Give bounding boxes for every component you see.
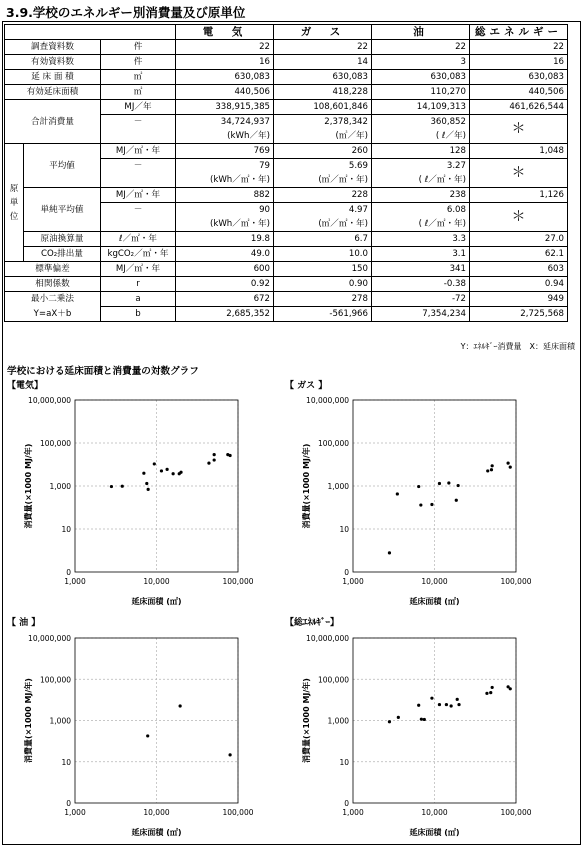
cell: ＊ [470,203,568,232]
row-label: 有効延床面積 [5,85,101,100]
data-point [146,734,149,737]
unit-note: (㎥／㎡・年) [274,173,372,188]
data-point [486,469,489,472]
cell: 440,506 [470,85,568,100]
y-tick-label: 10 [339,757,349,767]
row-unit-blank [101,129,176,144]
y-axis-label: 消費量(×1000 MJ/年) [24,678,33,763]
cell: 2,725,568 [470,307,568,322]
table-row [5,232,568,247]
row-unit: MJ／㎡・年 [101,262,176,277]
row-unit-blank [101,173,176,188]
row-label: 平均値 [24,144,101,188]
row-unit: MJ／㎡・年 [101,188,176,203]
data-point [147,488,150,491]
y-tick-label: 0 [66,799,71,808]
unit-note: (kWh／㎡・年) [176,217,274,232]
row-label: 延 床 面 積 [5,70,101,85]
cell: 461,626,544 [470,100,568,115]
cell: 10.0 [274,247,372,262]
data-point [179,704,182,707]
data-point [456,698,459,701]
row-label: 有効資料数 [5,55,101,70]
x-tick-label: 100,000 [222,577,254,586]
cell: 49.0 [176,247,274,262]
cell: 603 [470,262,568,277]
cell: 16 [176,55,274,70]
cell: 2,685,352 [176,307,274,322]
row-unit: － [101,159,176,174]
cell: 3.1 [372,247,470,262]
cell: 108,601,846 [274,100,372,115]
row-unit: ㎡ [101,70,176,85]
data-point [490,468,493,471]
cell: 260 [274,144,372,159]
cell: 769 [176,144,274,159]
x-tick-label: 10,000 [421,577,448,586]
y-tick-label: 10 [61,757,71,767]
header-electricity: 電 気 [176,25,274,40]
cell: 630,083 [372,70,470,85]
cell: 110,270 [372,85,470,100]
cell: 79 [176,159,274,174]
y-tick-label: 10,000,000 [306,634,349,643]
y-tick-label: 0 [344,799,349,808]
data-point [153,462,156,465]
cell: 90 [176,203,274,218]
data-point [417,704,420,707]
cell: 22 [274,40,372,55]
cell: 6.08 [372,203,470,218]
data-point [145,482,148,485]
data-point [417,485,420,488]
y-tick-label: 10,000,000 [28,634,71,643]
table-row [5,292,568,307]
data-point [213,458,216,461]
x-tick-label: 100,000 [500,808,532,817]
scatter-chart-gas [278,392,570,614]
cell: 16 [470,55,568,70]
x-tick-label: 1,000 [64,808,86,817]
table-row [5,307,568,322]
table-row [5,188,568,203]
y-tick-label: 10,000,000 [306,396,349,405]
cell: 0.90 [274,277,372,292]
y-tick-label: 10 [61,525,71,534]
data-point [229,454,232,457]
data-point [423,718,426,721]
data-point [450,704,453,707]
x-axis-label: 延床面積 (㎡) [409,828,460,837]
data-point [491,686,494,689]
y-axis-label: 消費量(×1000 MJ/年) [302,678,311,763]
data-point [207,462,210,465]
cell: 22 [470,40,568,55]
x-tick-label: 10,000 [143,577,170,586]
data-point [438,482,441,485]
x-axis-label: 延床面積 (㎡) [409,597,460,606]
table-row [5,85,568,100]
cell: 34,724,937 [176,115,274,130]
cell: 630,083 [176,70,274,85]
data-point [430,697,433,700]
row-label: 合計消費量 [5,100,101,144]
cell: 2,378,342 [274,115,372,130]
x-tick-label: 100,000 [500,577,532,586]
cell: 338,915,385 [176,100,274,115]
data-point [491,464,494,467]
unit-note: ( ℓ／㎡・年) [372,217,470,232]
data-point [396,492,399,495]
table-row [5,277,568,292]
row-unit: 件 [101,55,176,70]
y-axis-label: 消費量(×1000 MJ/年) [24,443,33,529]
data-point [397,716,400,719]
y-tick-label: 1,000 [327,482,349,491]
page-title: 3.9.学校のエネルギー別消費量及び原単位 [6,5,246,20]
y-tick-label: 100,000 [317,439,349,448]
row-label: 単純平均値 [24,188,101,232]
y-tick-label: 0 [66,568,71,577]
cell: 630,083 [470,70,568,85]
cell: ＊ [470,115,568,144]
cell: 238 [372,188,470,203]
data-point [457,484,460,487]
row-label: 最小二乗法 [5,292,101,307]
data-point [420,718,423,721]
energy-table [4,24,568,322]
x-tick-label: 100,000 [222,808,254,817]
x-tick-label: 1,000 [342,808,364,817]
panel-title-oil: 【 油 】 [7,618,41,628]
row-unit: MJ／年 [101,100,176,115]
data-point [142,472,145,475]
row-unit: ㎡ [101,85,176,100]
panel-title-total: 【総ｴﾈﾙｷﾞｰ】 [285,618,340,628]
scatter-chart-oil [0,630,292,845]
y-tick-label: 0 [344,568,349,577]
cell: 0.94 [470,277,568,292]
cell: 600 [176,262,274,277]
data-point [229,753,232,756]
row-label: 標準偏差 [5,262,101,277]
data-point [430,503,433,506]
table-row [5,70,568,85]
y-tick-label: 100,000 [39,675,71,685]
panel-title-electricity: 【電気】 [7,381,44,391]
unit-note: (㎥／年) [274,129,372,144]
header-total: 総エネルギー [470,25,568,40]
table-row [5,247,568,262]
data-point [166,468,169,471]
data-point [509,466,512,469]
table-row [5,55,568,70]
cell: 418,228 [274,85,372,100]
cell: 1,126 [470,188,568,203]
data-point [179,471,182,474]
cell: 22 [372,40,470,55]
data-point [438,703,441,706]
x-tick-label: 10,000 [143,808,170,817]
table-row [5,100,568,115]
unit-note: (㎥／㎡・年) [274,217,372,232]
side-label: 原 単 位 [5,144,24,262]
cell: 341 [372,262,470,277]
cell: 19.8 [176,232,274,247]
graphs-title: 学校における延床面積と消費量の対数グラフ [7,366,199,377]
y-tick-label: 100,000 [39,439,71,448]
row-unit: － [101,203,176,218]
scatter-chart-total [278,630,570,845]
cell: 0.92 [176,277,274,292]
row-unit: b [101,307,176,322]
cell: 6.7 [274,232,372,247]
cell: 5.69 [274,159,372,174]
cell: ＊ [470,159,568,188]
row-unit: MJ／㎡・年 [101,144,176,159]
data-point [213,453,216,456]
cell: 22 [176,40,274,55]
data-point [489,691,492,694]
row-unit: kgCO₂／㎡・年 [101,247,176,262]
table-row [5,40,568,55]
cell: 7,354,234 [372,307,470,322]
cell: -72 [372,292,470,307]
cell: 14,109,313 [372,100,470,115]
cell: 128 [372,144,470,159]
x-axis-label: 延床面積 (㎡) [131,828,182,837]
row-unit-blank [101,217,176,232]
cell: 3 [372,55,470,70]
cell: -0.38 [372,277,470,292]
cell: 360,852 [372,115,470,130]
cell: 630,083 [274,70,372,85]
y-axis-label: 消費量(×1000 MJ/年) [302,443,311,529]
row-label: 相関係数 [5,277,101,292]
data-point [110,485,113,488]
axis-note: Y：ｴﾈﾙｷﾞｰ消費量 X：延床面積 [460,342,575,351]
cell: 1,048 [470,144,568,159]
row-unit: － [101,115,176,130]
data-point [509,687,512,690]
row-label: 調査資料数 [5,40,101,55]
header-blank [5,25,176,40]
cell: 27.0 [470,232,568,247]
x-axis-label: 延床面積 (㎡) [131,597,182,606]
cell: 440,506 [176,85,274,100]
data-point [455,499,458,502]
row-label: 原油換算量 [24,232,101,247]
cell: 14 [274,55,372,70]
cell: 228 [274,188,372,203]
cell: 882 [176,188,274,203]
y-tick-label: 10 [339,525,349,534]
cell: 4.97 [274,203,372,218]
unit-note: ( ℓ／㎡・年) [372,173,470,188]
cell: 3.27 [372,159,470,174]
x-tick-label: 10,000 [421,808,448,817]
header-oil: 油 [372,25,470,40]
data-point [388,551,391,554]
scatter-chart-electricity [0,392,292,614]
data-point [160,469,163,472]
y-tick-label: 1,000 [49,716,71,726]
cell: 150 [274,262,372,277]
table-row [5,262,568,277]
row-label: Y=aX＋b [5,307,101,322]
data-point [447,481,450,484]
row-unit: 件 [101,40,176,55]
data-point [445,703,448,706]
data-point [419,503,422,506]
unit-note: (kWh／㎡・年) [176,173,274,188]
cell: 3.3 [372,232,470,247]
y-tick-label: 10,000,000 [28,396,71,405]
data-point [485,692,488,695]
data-point [172,472,175,475]
data-point [457,703,460,706]
table-header-row [5,25,568,40]
data-point [388,720,391,723]
panel-title-gas: 【 ガス 】 [285,381,328,391]
table-row [5,144,568,159]
y-tick-label: 1,000 [49,482,71,491]
data-point [121,485,124,488]
data-point [507,462,510,465]
cell: 278 [274,292,372,307]
y-tick-label: 1,000 [327,716,349,726]
cell: 672 [176,292,274,307]
cell: -561,966 [274,307,372,322]
row-unit: ℓ／㎡・年 [101,232,176,247]
row-unit: a [101,292,176,307]
x-tick-label: 1,000 [64,577,86,586]
cell: 62.1 [470,247,568,262]
row-label: CO₂排出量 [24,247,101,262]
y-tick-label: 100,000 [317,675,349,685]
x-tick-label: 1,000 [342,577,364,586]
unit-note: ( ℓ／年) [372,129,470,144]
cell: 949 [470,292,568,307]
row-unit: r [101,277,176,292]
unit-note: (kWh／年) [176,129,274,144]
header-gas: ガ ス [274,25,372,40]
